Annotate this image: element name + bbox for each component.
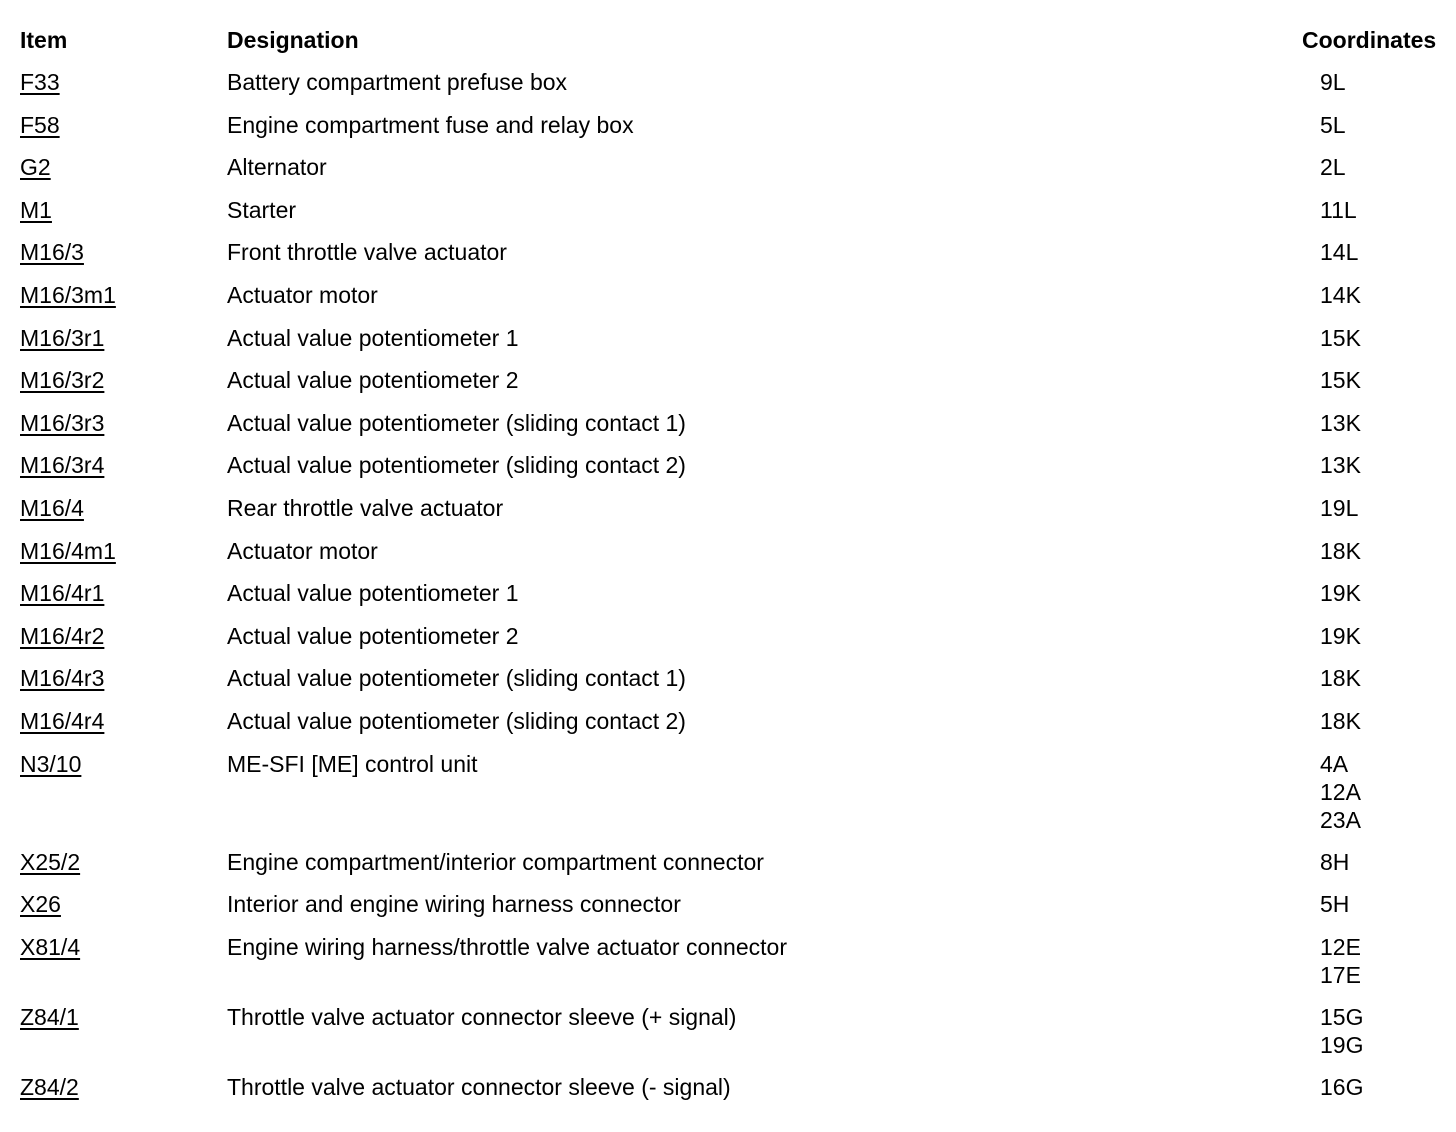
item-cell <box>20 537 227 565</box>
item-link[interactable]: M16/3 <box>20 239 84 266</box>
coordinates-cell <box>1302 537 1450 565</box>
designation-cell: Actual value potentiometer 1 <box>227 324 519 351</box>
coordinates-cell <box>1302 366 1450 394</box>
coordinates-cell <box>1302 890 1450 918</box>
coordinates-cell <box>1302 1073 1450 1101</box>
table-row <box>20 409 1450 452</box>
designation-cell: Rear throttle valve actuator <box>227 494 504 521</box>
table-row <box>20 451 1450 494</box>
item-cell <box>20 1003 227 1031</box>
coordinates-cell <box>1302 153 1450 181</box>
table-row <box>20 196 1450 239</box>
coordinate-value: 18K <box>1320 537 1361 564</box>
designation-cell: Actual value potentiometer 1 <box>227 580 519 607</box>
table-row <box>20 664 1450 707</box>
table-header <box>20 26 1450 68</box>
coordinates-cell <box>1302 409 1450 437</box>
designation-cell: Engine wiring harness/throttle valve actuator connector <box>227 933 787 960</box>
table-row <box>20 153 1450 196</box>
item-cell <box>20 324 227 352</box>
table-row <box>20 579 1450 622</box>
item-link[interactable]: F58 <box>20 111 60 138</box>
designation-cell: Starter <box>227 196 297 223</box>
designation-cell: Actual value potentiometer (sliding contact 2) <box>227 707 686 734</box>
coordinates-cell <box>1302 579 1450 607</box>
designation-cell: Actual value potentiometer 2 <box>227 367 519 394</box>
coordinates-cell <box>1302 494 1450 522</box>
item-column-header: Item <box>20 27 68 53</box>
coordinate-value: 13K <box>1320 409 1361 436</box>
coordinate-value: 4A <box>1320 750 1349 777</box>
coordinates-column-header: Coordinates <box>1302 27 1437 53</box>
item-link[interactable]: M16/3r1 <box>20 324 105 351</box>
item-cell <box>20 451 227 479</box>
designation-cell: Alternator <box>227 154 327 181</box>
table-row <box>20 707 1450 750</box>
item-link[interactable]: G2 <box>20 154 51 181</box>
item-link[interactable]: M16/3r4 <box>20 452 105 479</box>
item-link[interactable]: M16/3r3 <box>20 409 105 436</box>
item-link[interactable]: X26 <box>20 891 61 918</box>
item-link[interactable]: M16/4m1 <box>20 537 116 564</box>
item-link[interactable]: M16/3r2 <box>20 367 105 394</box>
item-cell <box>20 664 227 692</box>
coordinate-value: 14L <box>1320 239 1359 266</box>
table-row <box>20 366 1450 409</box>
coordinates-cell <box>1302 68 1450 96</box>
designation-cell: Throttle valve actuator connector sleeve (+ signal) <box>227 1003 737 1030</box>
coordinate-value: 19G <box>1320 1031 1364 1058</box>
item-link[interactable]: Z84/2 <box>20 1073 79 1100</box>
item-cell <box>20 238 227 266</box>
table-row <box>20 1003 1450 1073</box>
coordinate-value: 19L <box>1320 494 1359 521</box>
coordinate-value: 15K <box>1320 324 1361 351</box>
table-row <box>20 537 1450 580</box>
coordinate-value: 18K <box>1320 665 1361 692</box>
coordinates-cell <box>1302 324 1450 352</box>
designation-cell: Actual value potentiometer (sliding contact 2) <box>227 452 686 479</box>
table-row <box>20 68 1450 111</box>
coordinate-value: 23A <box>1320 806 1361 833</box>
coordinate-value: 5L <box>1320 111 1346 138</box>
coordinate-value: 13K <box>1320 452 1361 479</box>
coordinate-value: 15G <box>1320 1003 1364 1030</box>
item-link[interactable]: M1 <box>20 196 52 223</box>
item-link[interactable]: F33 <box>20 69 60 95</box>
designation-cell: Throttle valve actuator connector sleeve (- signal) <box>227 1073 731 1100</box>
coordinate-value: 12E <box>1320 933 1361 960</box>
designation-cell: Actual value potentiometer 2 <box>227 622 519 649</box>
item-cell <box>20 409 227 437</box>
item-cell <box>20 750 227 778</box>
table-row <box>20 238 1450 281</box>
coordinate-value: 14K <box>1320 281 1361 308</box>
coordinates-cell <box>1302 196 1450 224</box>
item-cell <box>20 848 227 876</box>
item-cell <box>20 111 227 139</box>
item-cell <box>20 1073 227 1101</box>
table-row <box>20 494 1450 537</box>
designation-cell: Engine compartment/interior compartment connector <box>227 848 764 875</box>
coordinates-cell <box>1302 238 1450 266</box>
coordinate-value: 19K <box>1320 580 1361 607</box>
item-cell <box>20 890 227 918</box>
item-cell <box>20 707 227 735</box>
item-link[interactable]: X81/4 <box>20 933 81 960</box>
table-row <box>20 750 1450 848</box>
coordinate-value: 18K <box>1320 707 1361 734</box>
coordinates-cell <box>1302 933 1450 989</box>
designation-column-header: Designation <box>227 27 359 53</box>
designation-cell: Engine compartment fuse and relay box <box>227 111 634 138</box>
coordinate-value: 15K <box>1320 367 1361 394</box>
coordinates-cell <box>1302 750 1450 834</box>
item-cell <box>20 494 227 522</box>
item-cell <box>20 68 227 96</box>
item-cell <box>20 622 227 650</box>
coordinates-cell <box>1302 664 1450 692</box>
coordinate-value: 5H <box>1320 891 1350 918</box>
designation-cell: Actual value potentiometer (sliding contact 1) <box>227 409 686 436</box>
coordinate-value: 16G <box>1320 1073 1364 1100</box>
item-link[interactable]: M16/3m1 <box>20 281 116 308</box>
item-link[interactable]: M16/4r1 <box>20 580 105 607</box>
coordinates-cell <box>1302 1003 1450 1059</box>
item-link[interactable]: N3/10 <box>20 750 82 777</box>
coordinates-cell <box>1302 707 1450 735</box>
item-cell <box>20 933 227 961</box>
coordinates-cell <box>1302 281 1450 309</box>
table-row <box>20 111 1450 154</box>
designation-cell: Actual value potentiometer (sliding contact 1) <box>227 665 686 692</box>
table-row <box>20 1073 1450 1116</box>
coordinate-value: 8H <box>1320 848 1350 875</box>
coordinate-value: 19K <box>1320 622 1361 649</box>
item-link[interactable]: M16/4r4 <box>20 707 105 734</box>
table-row <box>20 933 1450 1003</box>
designation-cell: ME-SFI [ME] control unit <box>227 750 478 777</box>
item-cell <box>20 153 227 181</box>
coordinates-cell <box>1302 848 1450 876</box>
designation-cell: Interior and engine wiring harness connector <box>227 891 681 918</box>
coordinates-cell <box>1302 111 1450 139</box>
designation-cell: Battery compartment prefuse box <box>227 69 568 95</box>
item-link[interactable]: M16/4r3 <box>20 665 105 692</box>
coordinate-value: 2L <box>1320 154 1346 181</box>
item-cell <box>20 366 227 394</box>
table-row <box>20 324 1450 367</box>
item-cell <box>20 196 227 224</box>
coordinate-value: 17E <box>1320 961 1361 988</box>
item-link[interactable]: X25/2 <box>20 848 81 875</box>
component-legend-table <box>20 26 1450 1115</box>
item-cell <box>20 281 227 309</box>
coordinate-value: 12A <box>1320 778 1361 805</box>
item-link[interactable]: M16/4r2 <box>20 622 105 649</box>
item-cell <box>20 579 227 607</box>
coordinates-cell <box>1302 451 1450 479</box>
coordinate-value: 11L <box>1320 196 1357 223</box>
designation-cell: Actuator motor <box>227 537 378 564</box>
table-body <box>20 68 1450 1115</box>
designation-cell: Actuator motor <box>227 281 378 308</box>
coordinates-cell <box>1302 622 1450 650</box>
table-row <box>20 848 1450 891</box>
table-row <box>20 890 1450 933</box>
item-link[interactable]: M16/4 <box>20 494 84 521</box>
table-row <box>20 622 1450 665</box>
item-link[interactable]: Z84/1 <box>20 1003 79 1030</box>
coordinate-value: 9L <box>1320 69 1346 95</box>
table-row <box>20 281 1450 324</box>
designation-cell: Front throttle valve actuator <box>227 239 507 266</box>
